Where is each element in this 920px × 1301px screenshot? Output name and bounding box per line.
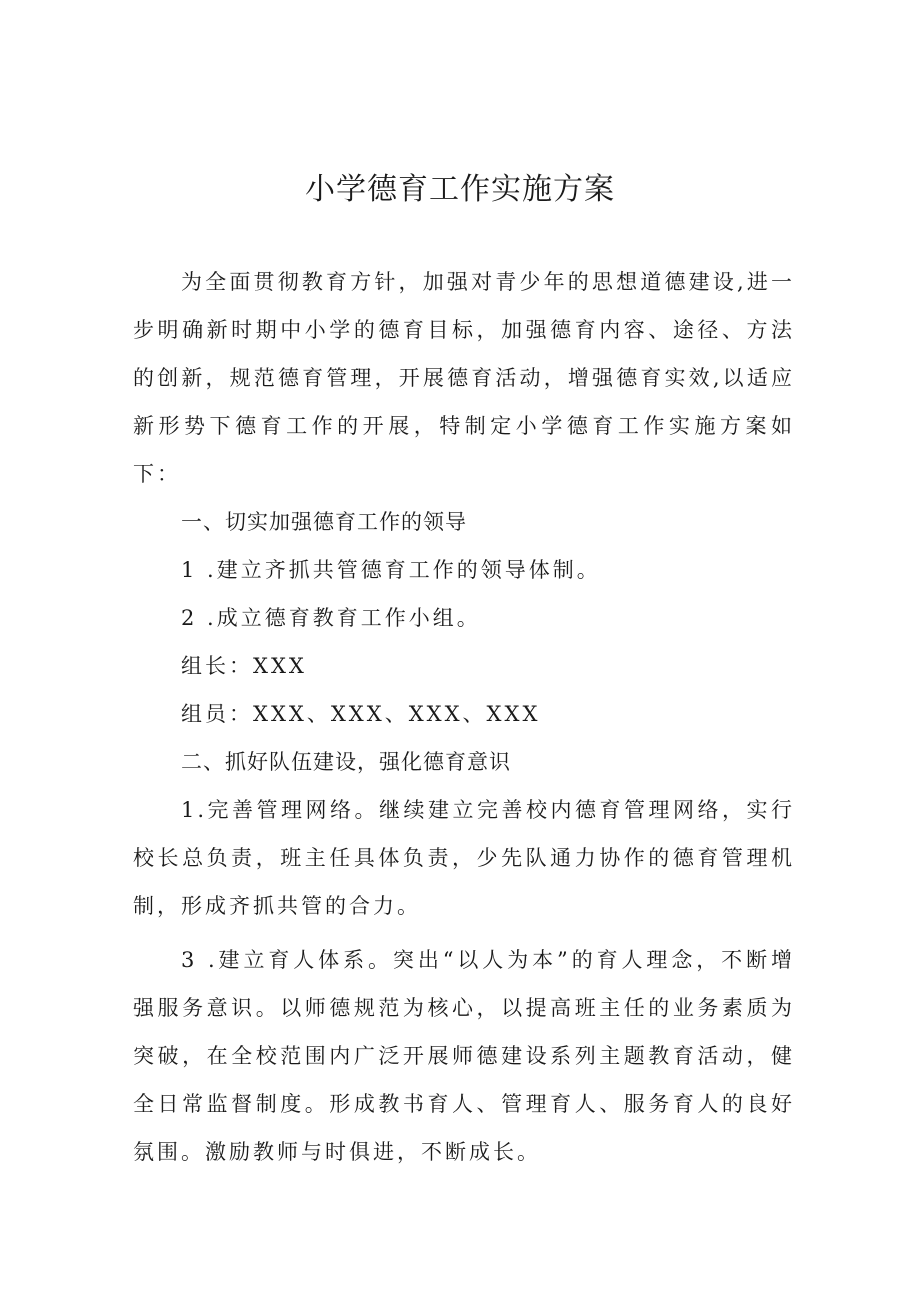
section-2-heading: 二、抓好队伍建设，强化德育意识 (181, 750, 511, 774)
document-body (133, 258, 795, 1176)
group-members: 组员：XXX、XXX、XXX、XXX (181, 702, 541, 726)
intro-paragraph: 为全面贯彻教育方针，加强对青少年的思想道德建设,进一步明确新时期中小学的德育目标，加强德育内容、途径、方法的创新，规范德育管理，开展德育活动，增强德育实效,以适应新形势下德育工作的开展，特制定小学德育工作实施方案如下： (133, 270, 795, 486)
section-1-item-1: 1 .建立齐抓共管德育工作的领导体制。 (181, 558, 601, 582)
section-2-item-3: 3 .建立育人体系。突出“以人为本”的育人理念，不断增强服务意识。以师德规范为核心，以提高班主任的业务素质为突破，在全校范围内广泛开展师德建设系列主题教育活动，健全日常监督制度。形成教书育人、管理育人、服务育人的良好氛围。激励教师与时俱进，不断成长。 (133, 948, 795, 1164)
group-leader: 组长：XXX (181, 654, 307, 678)
section-1-item-2: 2 .成立德育教育工作小组。 (181, 606, 481, 630)
document-title: 小学德育工作实施方案 (305, 172, 615, 207)
section-1-heading: 一、切实加强德育工作的领导 (181, 510, 467, 534)
section-2-item-1: 1.完善管理网络。继续建立完善校内德育管理网络，实行校长总负责，班主任具体负责，少先队通力协作的德育管理机制，形成齐抓共管的合力。 (133, 798, 795, 918)
